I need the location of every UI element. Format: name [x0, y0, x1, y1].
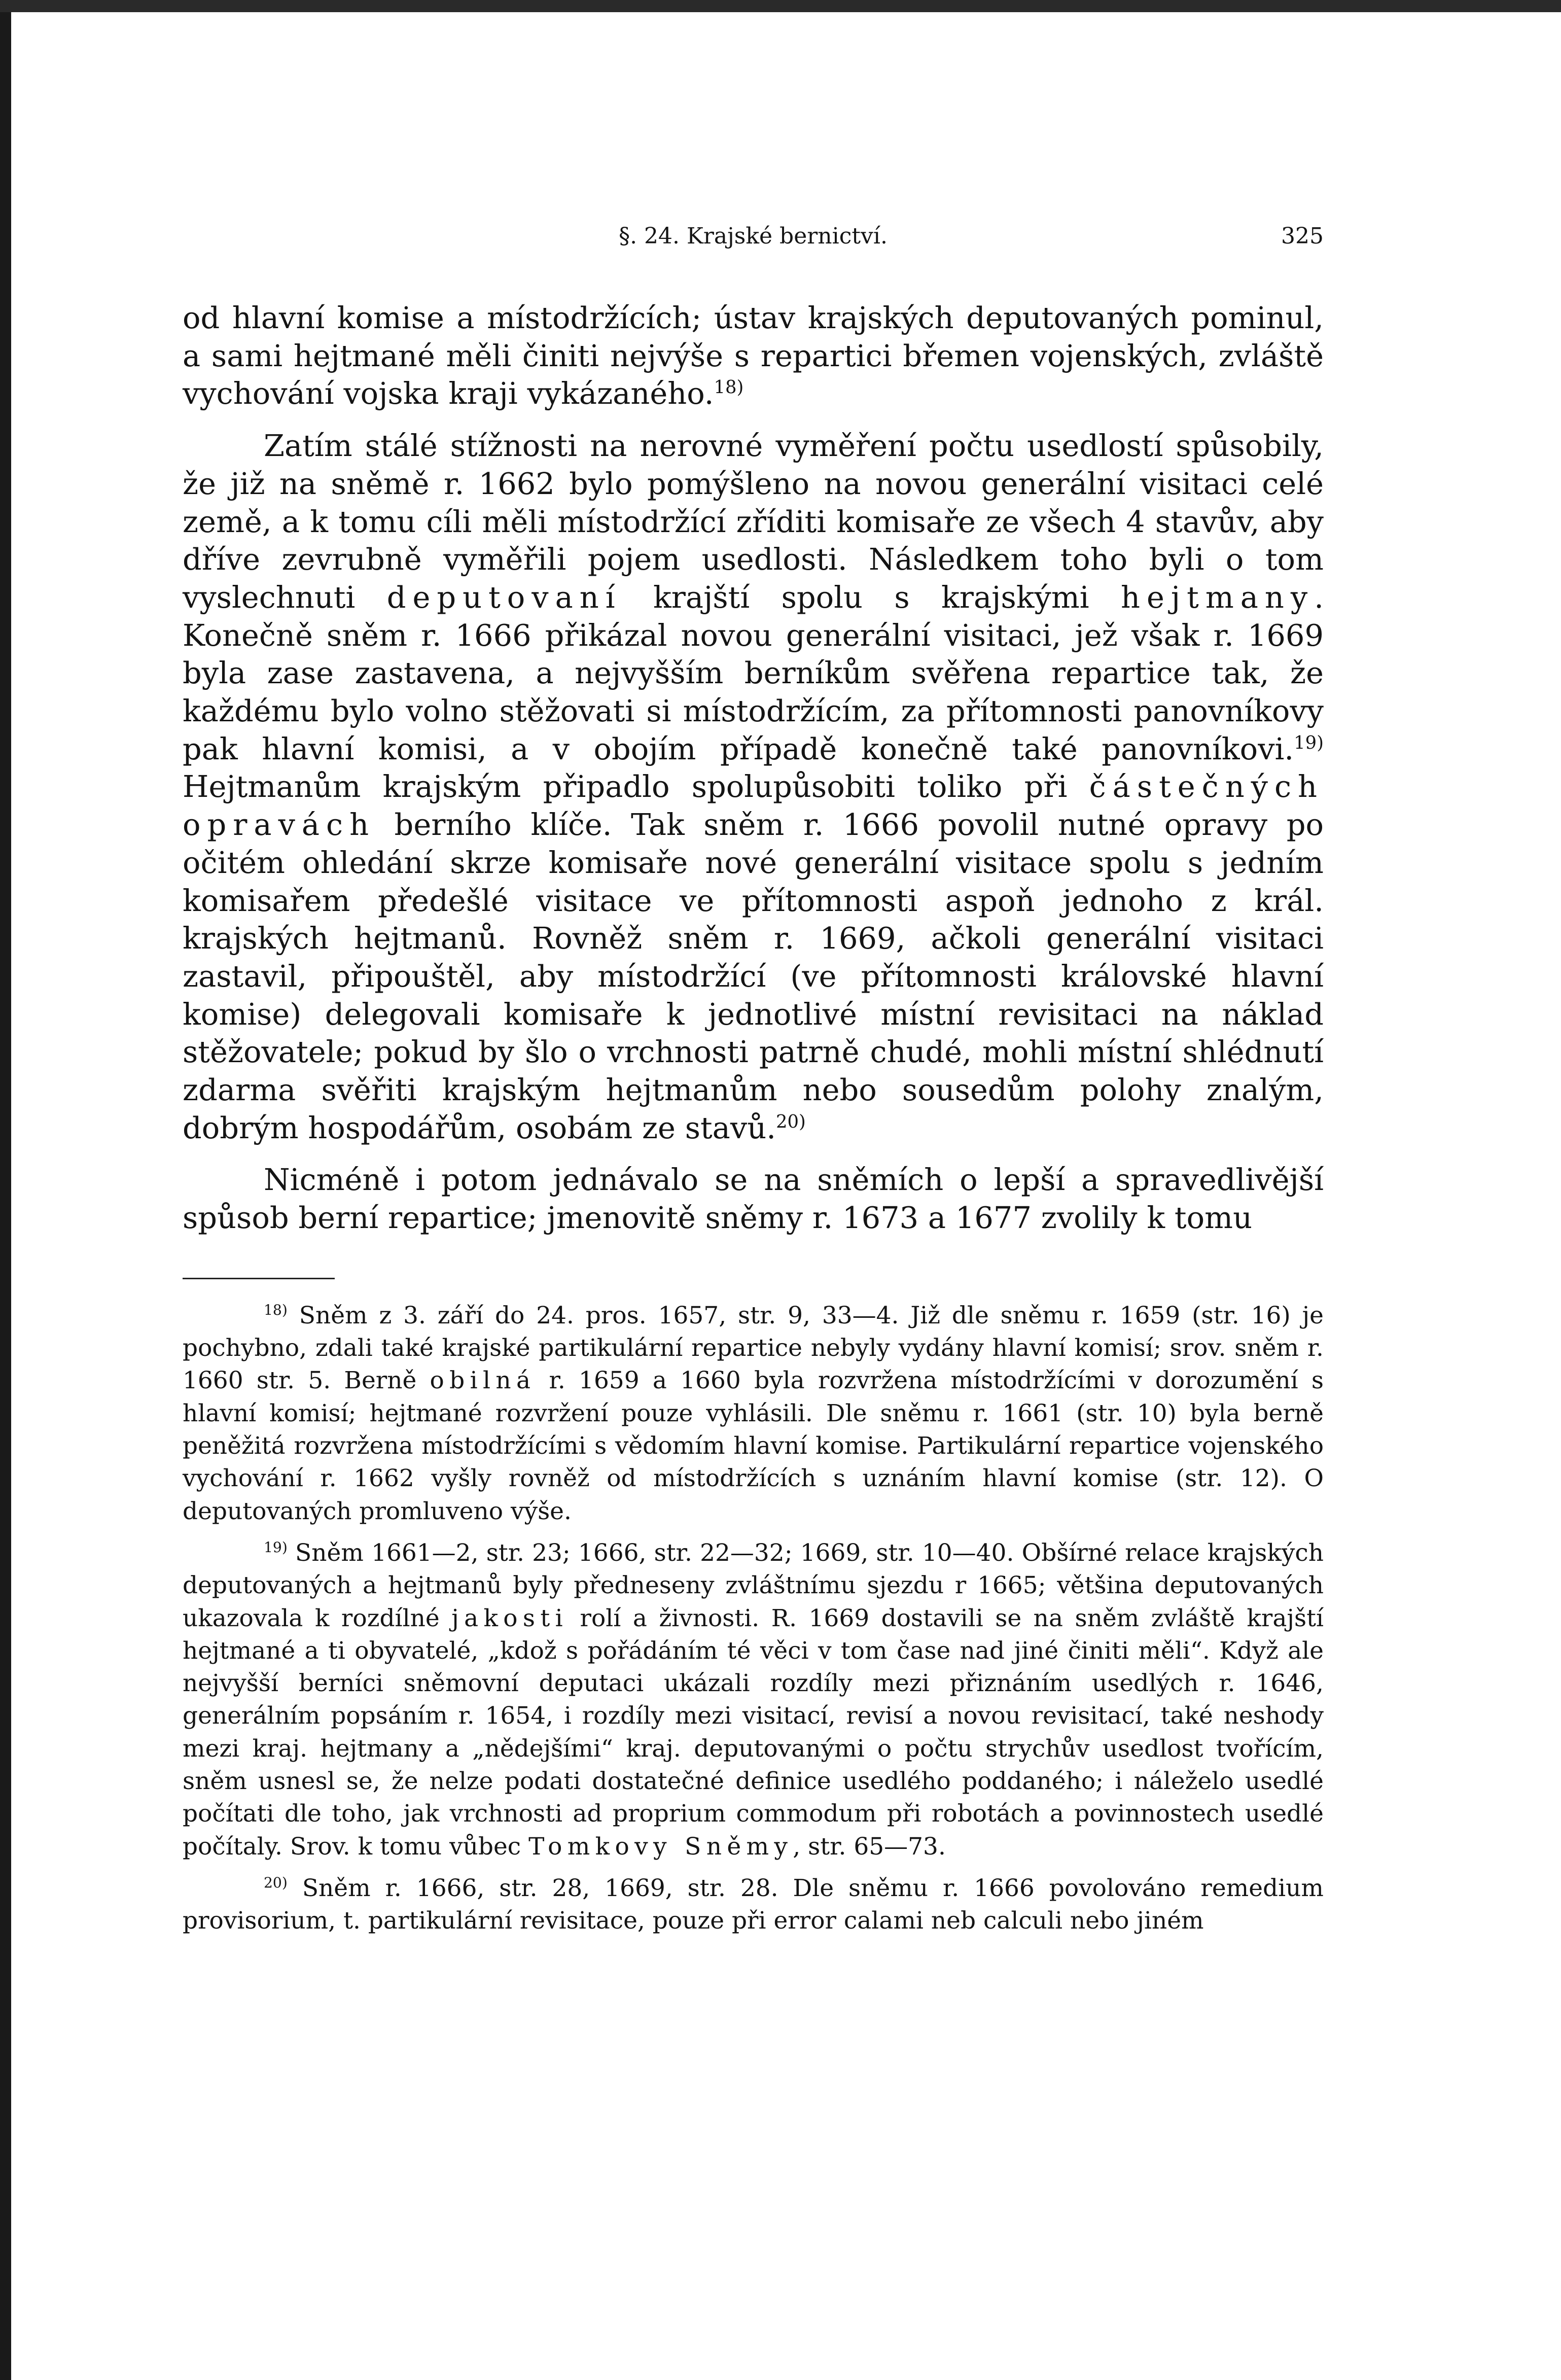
footnote-19: $^{19)}$ Sněm 1661—2, str. 23; 1666, str. 22—32; 1669, str. 10—40. Obšírné relace krajských deputovaných a hejtmanů byly předneseny zvláštnímu sjezdu r 1665; většina deputovaných ukazovala k rozdílné jakosti rolí a živnosti. R. 1669 dostavili se na sněm zvláště krajští hejtmané a ti obyvatelé, „kdož s pořádáním té věci v tom čase nad jiné činiti měli“. Když ale nejvyšší berníci sněmovní deputaci ukázali rozdíly mezi přiznáním usedlých r. 1646, generálním popsáním r. 1654, i rozdíly mezi visitací, revisí a novou revisitací, také neshody mezi kraj. hejtmany a „nědejšími“ kraj. deputovanými o počtu strychův usedlost tvořícím, sněm usnesl se, že nelze podati dostatečné definice usedlého poddaného; i náleželo usedlé počítati dle toho, jak vrchnosti ad proprium commodum při robotách a povinnostech usedlé počítaly. Srov. k tomu vůbec Tomkovy Sněmy, str. 65—73. — [183, 1538, 1324, 1861]
footnote-20: $^{20)}$ Sněm r. 1666, str. 28, 1669, str. 28. Dle sněmu r. 1666 povolováno remedium provisorium, t. partikulární revisitace, pouze při error calami neb calculi nebo jiném — [183, 1874, 1324, 1935]
footnote-mark: 19) — [264, 1539, 288, 1556]
emphasis-deputovani: deputovaní — [386, 579, 622, 615]
footnote-ref-20: 20) — [775, 1111, 806, 1132]
paragraph-2: Zatím stálé stížnosti na nerovné vyměření počtu usedlostí spůsobily, že již na sněmě r. 1662 bylo pomýšleno na novou generální visitaci celé země, a k tomu cíli měli místodržící zříditi komisaře ze všech 4 stavův, aby dříve zevrubně vyměřili pojem usedlosti. Následkem toho byli o tom vyslechnuti deputovaní krajští spolu s krajskými hejtmany. Konečně sněm r. 1666 přikázal novou generální visitaci, jež však r. 1669 byla zase zastavena, a nejvyšším berníkům svěřena repartice tak, že každému bylo volno stěžovati si místodržícím, za přítomnosti panovníkovy pak hlavní komisi, a v obojím případě konečně také panovníkovi.$^{19)}$ Hejtmanům krajským připadlo spolupůsobiti toliko při částečných opravách berního klíče. Tak sněm r. 1666 povolil nutné opravy po očitém ohledání skrze komisaře nové generální visitace spolu s jedním komisařem předešlé visitace ve přítomnosti aspoň jednoho z král. krajských hejtmanů. Rovněž sněm r. 1669, ačkoli generální visitaci zastavil, připouštěl, aby místodržící (ve přítomnosti královské hlavní komise) delegovali komisaře k jednotlivé místní revisitaci na náklad stěžovatele; pokud by šlo o vrchnosti patrně chudé, mohli místní shlédnutí zdarma svěřiti krajským hejtmanům nebo sousedům polohy znalým, dobrým hospodářům, osobám ze stavů.$^{20)}$ — [183, 428, 1324, 1145]
footnote-ref-18: 18) — [714, 377, 744, 398]
footnotes — [183, 1300, 1324, 1938]
footnote-mark: 20) — [264, 1874, 288, 1892]
footnote-rule — [183, 1278, 335, 1279]
emphasis-castecnych-opravach: částečných opravách — [183, 769, 1324, 843]
book-page — [183, 223, 1324, 1938]
footnote-ref-19: 19) — [1294, 732, 1324, 753]
paragraph-3: Nicméně i potom jednávalo se na sněmích o lepší a spravedlivější spůsob berní repartice; jmenovitě sněmy r. 1673 a 1677 zvolily k tomu — [183, 1162, 1324, 1236]
body-text — [183, 299, 1324, 1237]
running-header — [183, 223, 1324, 269]
scan-edge-top — [0, 0, 1561, 12]
page-number: 325 — [1281, 223, 1324, 249]
section-title: §. 24. Krajské bernictví. — [619, 223, 888, 249]
scan-edge-left — [0, 0, 11, 2380]
footnote-mark: 18) — [264, 1301, 288, 1318]
emphasis-hejtmany: hejtmany — [1121, 579, 1315, 615]
footnote-18: $^{18)}$ Sněm z 3. září do 24. pros. 1657, str. 9, 33—4. Již dle sněmu r. 1659 (str. 16) je pochybno, zdali také krajské partikulární repartice nebyly vydány hlavní komisí; srov. sněm r. 1660 str. 5. Berně obilná r. 1659 a 1660 byla rozvržena místodržícími v dorozumění s hlavní komisí; hejtmané rozvržení pouze vyhlásili. Dle sněmu r. 1661 (str. 10) byla berně peněžitá rozvržena místodržícími s vědomím hlavní komise. Partikulární repartice vojenského vychování r. 1662 vyšly rovněž od místodržících s uznáním hlavní komise (str. 12). O deputovaných promluveno výše. — [183, 1301, 1324, 1525]
paragraph-1: od hlavní komise a místodržících; ústav krajských deputovaných pominul, a sami hejtmané měli činiti nejvýše s repartici břemen vojenských, zvláště vychování vojska kraji vykázaného.$^{18)}$ — [183, 300, 1324, 411]
